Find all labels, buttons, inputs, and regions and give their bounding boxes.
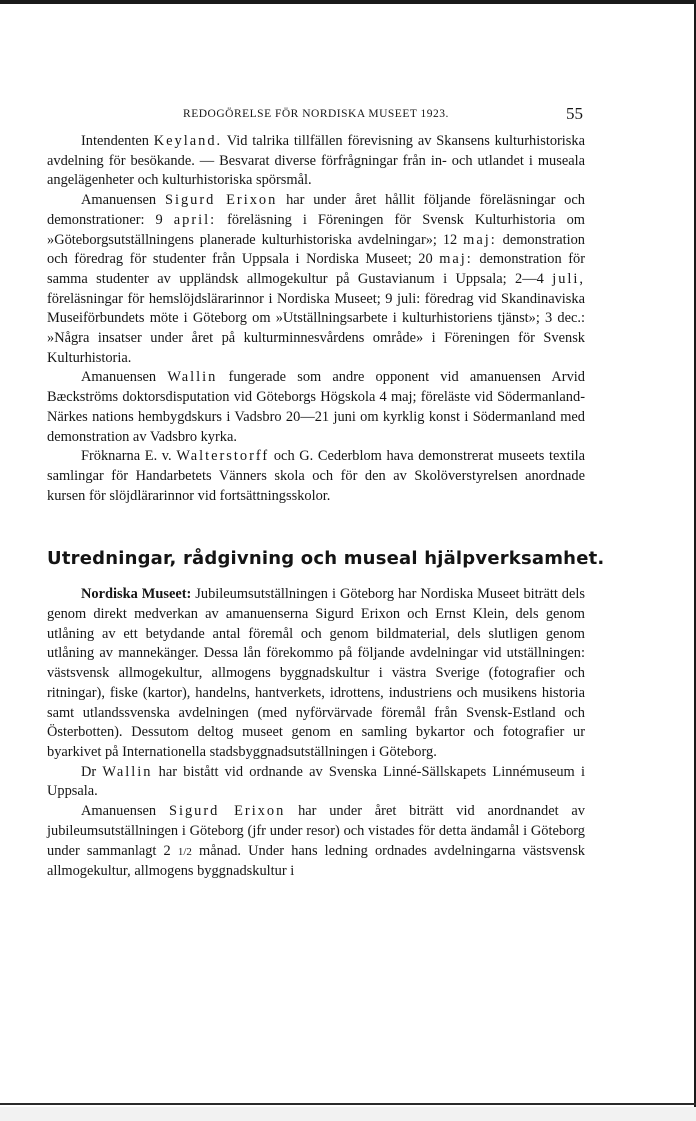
person-name: Sigurd Erixon: [168, 803, 286, 820]
document-page: [47, 104, 605, 882]
scan-margin-bottom: [0, 1107, 696, 1121]
person-name: Keyland.: [153, 133, 223, 149]
scan-edge-top: [0, 0, 696, 4]
scan-edge-bottom: [0, 1103, 696, 1105]
running-header: [47, 104, 585, 124]
paragraph-linnemuseum: Dr Wallin har bistått vid ordnande av Svenska Linné-Sällskapets Linnémuseum i Uppsala.: [47, 763, 585, 800]
date: april:: [173, 211, 217, 228]
paragraph-wallin-opponent: Amanuensen Wallin fungerade som andre opponent vid amanuensen Arvid Bæckströms doktorsdisputation vid Göteborgs Högskola 4 maj; föreläste vid Södermanland-Närkes nations hembygdskurs i Vadsbro 20—21 juni om kyrklig konst i Södermanland med demonstration av Vadsbro kyrka.: [47, 369, 585, 445]
paragraph-nordiska-museet: Nordiska Museet: Jubileumsutställningen i Göteborg har Nordiska Museet biträtt dels genom direkt medverkan av amanuenserna Sigurd Erixon och Ernst Klein, dels genom utlåning av ett betydande antal föremål och genom bildmaterial, dels slutligen genom utlåning av mannekänger. Dessa lån förekommo på följande avdelningar vid utställningen: västsvensk allmogekultur, allmogens byggnadskultur i västra Sverige (fotografier och ritningar), fiske (kartor), handelns, hantverkets, idrottens, industriens och musikens historia samt utlandssvenska avdelningen (med nyförvärvade föremål från Svensk-Estland och Österbotten). Dessutom deltog museet genom en samling bykartor och fotografier ur byarkivet på Internationella stadsbyggnadsutställningen i Göteborg.: [47, 586, 585, 760]
paragraph-erixon-exhibition: Amanuensen Sigurd Erixon har under året biträtt vid anordnandet av jubileumsutställningen i Göteborg (jfr under resor) och vistades för detta ändamål i Göteborg under sammanlagt 2 1/2 månad. Under hans ledning ordnades avdelningarna västsvensk allmogekultur, allmogens byggnadskultur i: [47, 803, 585, 880]
date: maj:: [439, 251, 473, 268]
paragraph-keyland: Intendenten Keyland. Vid talrika tillfällen förevisning av Skansens kulturhistoriska avdelning för besökande. — Besvarat diverse förfrågningar från in- och utlandet i museala angelägenheter och kulturhistoriska spörsmål.: [47, 133, 585, 189]
date: juli,: [552, 270, 585, 287]
person-name: Wallin: [102, 763, 153, 780]
page-number: 55: [566, 104, 583, 123]
paragraph-walterstorff: Fröknarna E. v. Walterstorff och G. Cederblom hava demonstrerat museets textila samlingar för Handarbetets Vänners skola och för den av Skolöverstyrelsen anordnade kursen för slöjdlärarinnor vid fortsättningsskolor.: [47, 448, 585, 504]
header-title: REDOGÖRELSE FÖR NORDISKA MUSEET 1923.: [183, 108, 449, 120]
person-name: Wallin: [167, 369, 218, 386]
person-name: Sigurd Erixon: [164, 192, 278, 209]
person-name: Walterstorff: [176, 448, 270, 465]
date: maj:: [463, 231, 497, 248]
fraction: 1/2: [177, 845, 192, 858]
section-heading: Utredningar, rådgivning och museal hjälpverksamhet.: [47, 548, 605, 570]
lead-term: Nordiska Museet:: [81, 586, 192, 603]
paragraph-erixon-lectures: Amanuensen Sigurd Erixon har under året hållit följande föreläsningar och demonstrationer: 9 april: föreläsning i Föreningen för Svensk Kulturhistoria om »Göteborgsutställningens planerade kulturhistoriska avdelningar»; 12 maj: demonstration och föredrag för studenter från Uppsala i Nordiska Museet; 20 maj: demonstration för samma studenter av uppländsk allmogekultur på Gustavianum i Uppsala; 2—4 juli, föreläsningar för hemslöjdslärarinnor i Nordiska Museet; 9 juli: föredrag vid Skandinaviska Museiförbundets möte i Göteborg om »Utställningsarbete i kulturhistoriens tjänst»; 3 dec.: »Några insatser under året på kulturminnesvårdens område» i Föreningen för Svensk Kulturhistoria.: [47, 192, 585, 366]
